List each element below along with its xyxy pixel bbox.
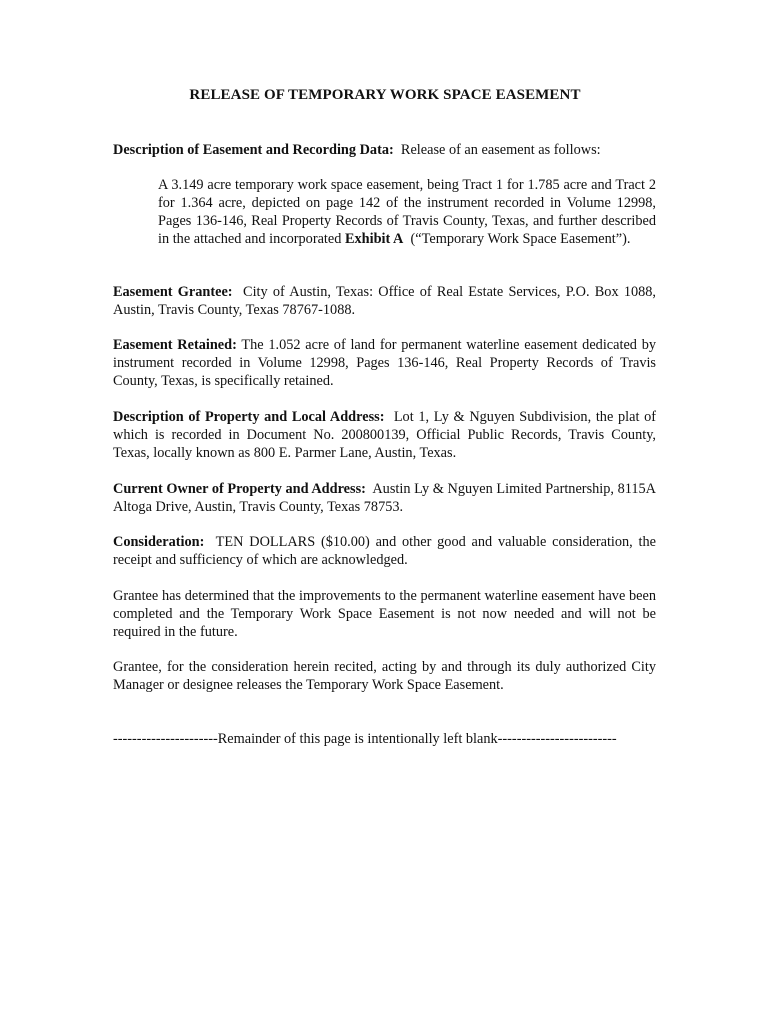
easement-description-text: Release of an easement as follows:: [400, 142, 601, 158]
easement-description-label: Description of Easement and Recording Data:: [113, 142, 394, 158]
improvements-paragraph: Grantee has determined that the improvements to the permanent waterline easement have been completed and the Temporary Work Space Easement is not now needed and will not be required in the future.: [113, 588, 656, 640]
property-address-label: Description of Property and Local Address:: [113, 409, 385, 425]
easement-retained-text: The 1.052 acre of land for permanent waterline easement dedicated by instrument recorded in Volume 12998, Pages 136-146, Real Property Records of Travis County, Texas, is specifically retained.: [113, 337, 656, 389]
current-owner-text: Austin Ly & Nguyen Limited Partnership, 8115A Altoga Drive, Austin, Travis County, Texas 78753.: [113, 481, 656, 515]
tract-description-text: A 3.149 acre temporary work space easement, being Tract 1 for 1.785 acre and Tract 2 for 1.364 acre, depicted on page 142 of the instrument recorded in Volume 12998, Pages 136-146, Real Property Records of Travis County, Texas, and further described in the attached and incorporated: [158, 177, 656, 247]
tract-description-paragraph: [158, 176, 656, 248]
release-paragraph: Grantee, for the consideration herein recited, acting by and through its duly authorized City Manager or designee releases the Temporary Work Space Easement.: [113, 659, 656, 693]
easement-grantee-text: City of Austin, Texas: Office of Real Estate Services, P.O. Box 1088, Austin, Travis County, Texas 78767-1088.: [113, 284, 657, 318]
property-address-text: Lot 1, Ly & Nguyen Subdivision, the plat of which is recorded in Document No. 200800139, Official Public Records, Travis County, Texas, locally known as 800 E. Parmer Lane, Austin, Texas.: [113, 409, 657, 461]
easement-grantee-paragraph: [113, 283, 656, 319]
consideration-text: TEN DOLLARS ($10.00) and other good and valuable consideration, the receipt and sufficiency of which are acknowledged.: [113, 534, 657, 568]
exhibit-reference: Exhibit A: [344, 231, 404, 247]
current-owner-paragraph: [113, 480, 656, 516]
easement-grantee-label: Easement Grantee:: [113, 284, 233, 300]
current-owner-label: Current Owner of Property and Address:: [113, 481, 366, 497]
tract-description-suffix: (“Temporary Work Space Easement”).: [410, 231, 631, 247]
property-address-paragraph: [113, 408, 656, 462]
consideration-label: Consideration:: [113, 534, 205, 550]
easement-description-paragraph: [113, 141, 656, 159]
easement-retained-label: Easement Retained:: [113, 337, 237, 353]
easement-retained-paragraph: [113, 336, 656, 390]
consideration-paragraph: [113, 533, 656, 569]
document-title: RELEASE OF TEMPORARY WORK SPACE EASEMENT: [189, 87, 581, 103]
blank-page-notice: ----------------------Remainder of this page is intentionally left blank-------------------------: [113, 731, 617, 747]
